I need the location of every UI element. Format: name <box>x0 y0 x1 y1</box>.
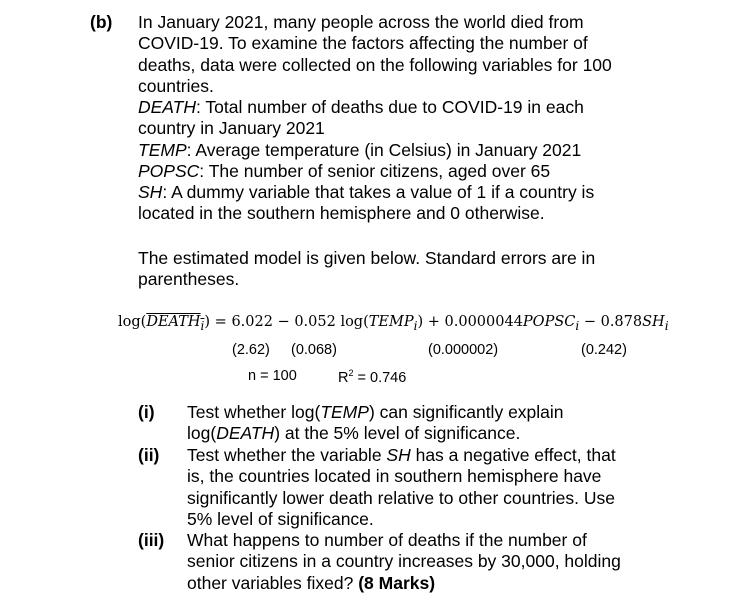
question-line: is, the countries located in southern hemisphere have <box>187 466 602 487</box>
var-ref: SH <box>386 445 411 465</box>
question-line: significantly lower death relative to other countries. Use <box>187 487 615 508</box>
variable-sh <box>138 182 648 203</box>
word: explain <box>508 402 564 422</box>
variable-death-cont: country in January 2021 <box>138 118 325 139</box>
var-ref: DEATH <box>216 423 275 444</box>
word: significantly <box>412 402 504 422</box>
eq-part: − 0.878 <box>579 314 643 330</box>
question-iii <box>187 530 645 594</box>
variable-popsc <box>138 161 648 182</box>
marks-label: (8 Marks) <box>358 572 436 593</box>
word: Test <box>187 402 220 422</box>
question-line: What happens to number of deaths if the number of <box>187 530 587 550</box>
variable-name: TEMP <box>138 139 187 160</box>
variable-name: POPSC <box>138 160 200 181</box>
se-sh: (0.242) <box>581 342 627 358</box>
se-intercept: (2.62) <box>232 342 270 358</box>
variable-desc: : Average temperature (in Celsius) in January 2021 <box>186 139 582 160</box>
question-line: Test whether the variable SH has a negative effect, that <box>187 445 616 465</box>
word: whether <box>223 402 287 422</box>
eq-sh: SH <box>642 314 665 330</box>
part-label: (b) <box>90 12 113 32</box>
se-temp: (0.068) <box>291 342 337 358</box>
eq-hat-death <box>146 314 205 333</box>
question-number: (iii) <box>138 530 165 550</box>
question-line: log(DEATH) at the 5% level of significance. <box>187 423 521 444</box>
question-line: 5% level of significance. <box>187 508 374 529</box>
r-squared <box>338 368 406 386</box>
variable-desc: : A dummy variable that takes a value of 1 if a country is <box>162 182 595 203</box>
question-ii <box>187 445 645 530</box>
variable-death <box>138 97 648 118</box>
model-intro-line: parentheses. <box>138 269 240 290</box>
intro-line: countries. <box>138 75 214 96</box>
eq-sub: i <box>575 318 580 333</box>
variable-definitions <box>138 97 648 225</box>
eq-popsc: POPSC <box>522 314 576 330</box>
sample-size: n = 100 <box>248 368 297 384</box>
variable-name: DEATH <box>138 97 197 117</box>
variable-name: SH <box>138 182 163 203</box>
se-popsc: (0.000002) <box>428 342 499 358</box>
model-intro-line: The estimated model is given below. Standard errors are in <box>138 248 596 268</box>
eq-log: log( <box>118 314 147 330</box>
variable-sh-cont: located in the southern hemisphere and 0 otherwise. <box>138 203 545 224</box>
word: can <box>379 402 408 422</box>
question-i <box>187 402 645 445</box>
word: TEMP <box>320 402 369 422</box>
question-number: (ii) <box>138 445 160 465</box>
variable-desc: : Total number of deaths due to COVID-19 in each <box>196 97 584 117</box>
model-intro <box>138 248 648 291</box>
r2-value: = 0.746 <box>353 369 407 386</box>
variable-temp <box>138 140 648 161</box>
eq-part: = 6.022 − 0.052 log( <box>210 314 369 330</box>
word: log( <box>291 402 321 422</box>
eq-sub: i <box>200 318 205 333</box>
question-line <box>187 402 645 423</box>
intro-paragraph <box>138 12 648 97</box>
question-text: other variables fixed? <box>187 572 354 593</box>
r2-sup: 2 <box>348 368 354 378</box>
intro-line: COVID-19. To examine the factors affecting the number of <box>138 33 588 54</box>
intro-line: In January 2021, many people across the world died from <box>138 12 584 32</box>
regression-equation <box>118 314 669 333</box>
word-log-temp <box>291 402 375 422</box>
eq-death: DEATH <box>146 314 201 330</box>
eq-part: ) + 0.0000044 <box>417 314 523 330</box>
eq-sub: i <box>413 318 418 333</box>
question-number: (i) <box>138 402 155 422</box>
r2-label: R <box>338 369 349 386</box>
word: ) <box>368 402 375 422</box>
eq-close: ) <box>204 314 211 330</box>
variable-desc: : The number of senior citizens, aged over 65 <box>199 160 551 181</box>
question-line: senior citizens in a country increases by 30,000, holding <box>187 551 621 572</box>
intro-line: deaths, data were collected on the following variables for 100 <box>138 54 612 75</box>
eq-temp: TEMP <box>368 314 414 330</box>
question-line <box>187 573 645 594</box>
eq-sub: i <box>664 318 669 333</box>
